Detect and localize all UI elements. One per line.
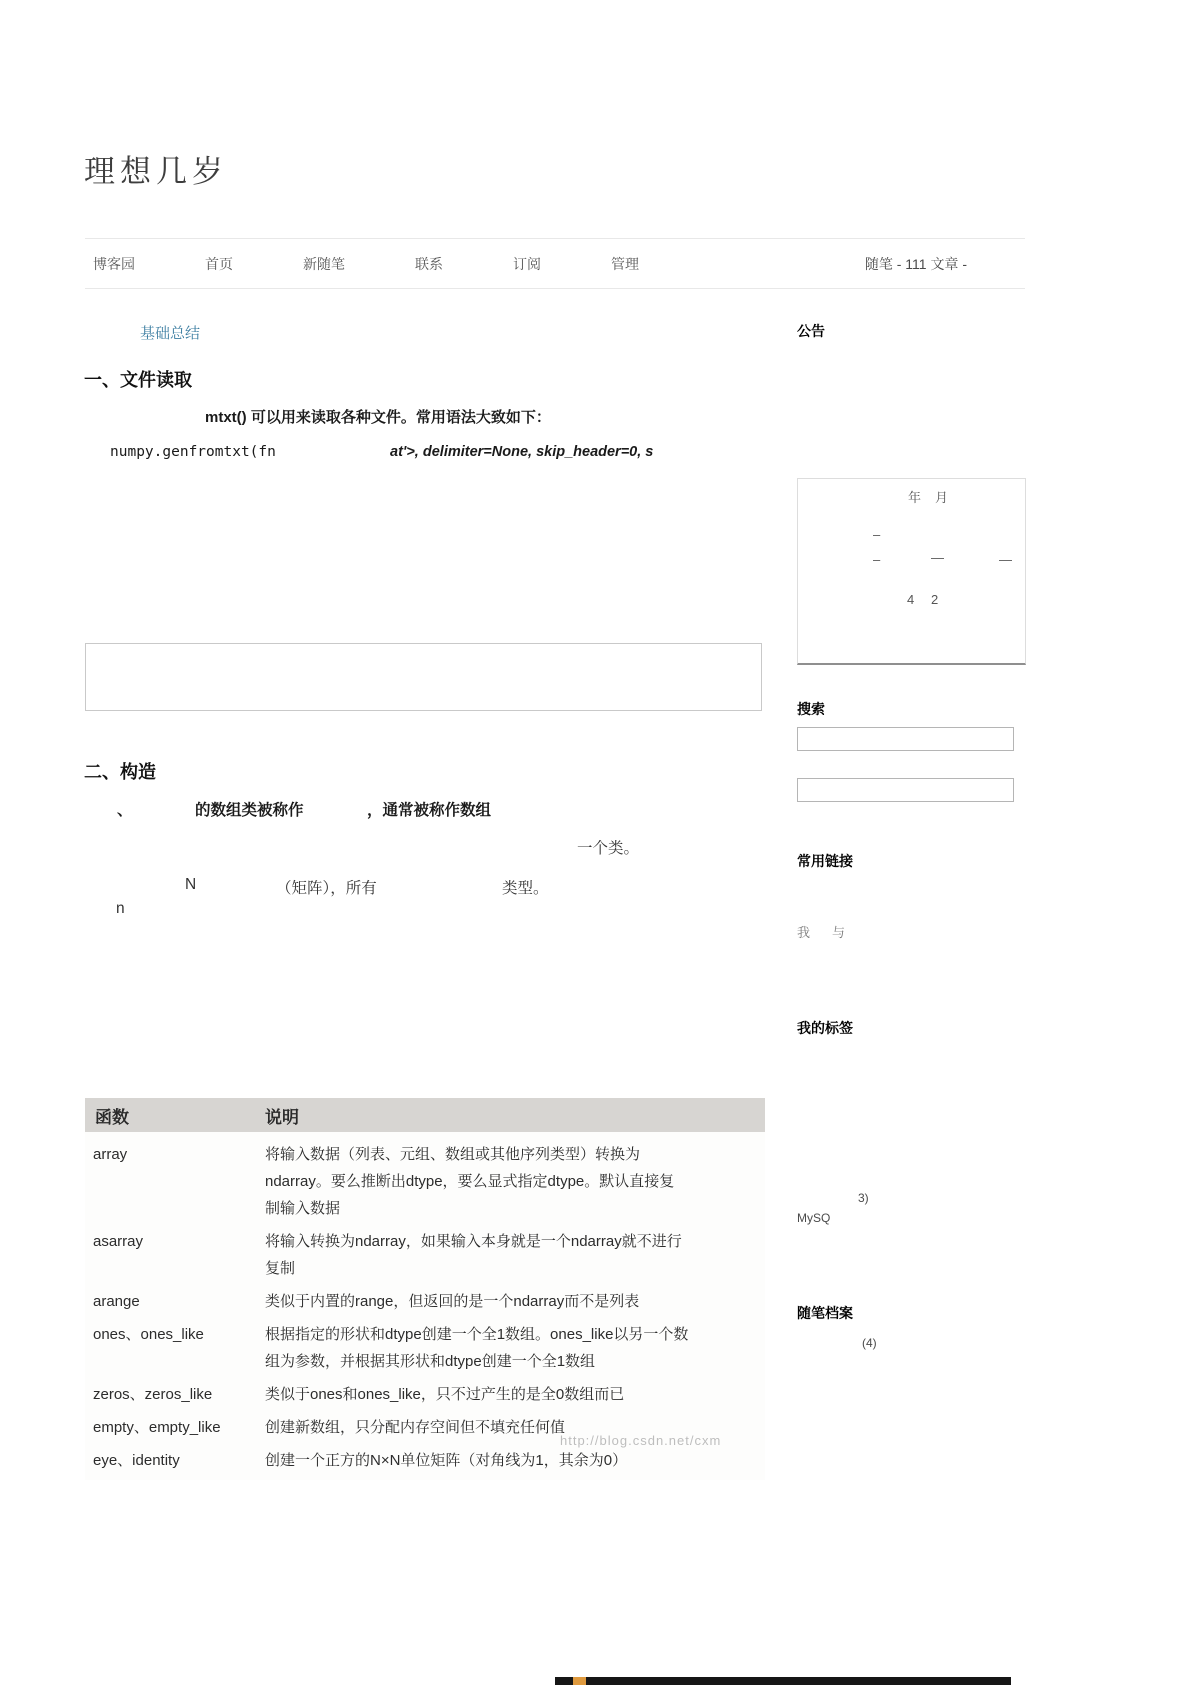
calendar-day-number[interactable]: 2 xyxy=(931,592,939,607)
numpy-functions-table xyxy=(85,1098,765,1480)
sidebar-heading-archive: 随笔档案 xyxy=(797,1305,853,1321)
nav-item-home[interactable]: 首页 xyxy=(205,255,233,272)
function-name-cell: zeros、zeros_like xyxy=(93,1386,213,1403)
description-cell xyxy=(265,1228,765,1282)
tag-link-fragment[interactable]: MySQ xyxy=(797,1211,831,1225)
function-name-cell: arange xyxy=(93,1293,140,1310)
code-snippet-left: numpy.genfromtxt(fn xyxy=(110,444,276,460)
table-row xyxy=(85,1228,765,1282)
text-fragment: 类型。 xyxy=(502,880,549,897)
sidebar-heading-my-tags: 我的标签 xyxy=(797,1020,853,1036)
description-line: 复制 xyxy=(265,1260,296,1277)
table-row xyxy=(85,1141,765,1222)
description-line: ndarray。要么推断出dtype，要么显式指定dtype。默认直接复 xyxy=(265,1173,675,1190)
text-fragment: n xyxy=(116,900,125,917)
function-name-cell: array xyxy=(93,1146,128,1163)
empty-code-box xyxy=(85,643,762,711)
post-title-link[interactable]: 基础总结 xyxy=(140,325,201,342)
search-input[interactable] xyxy=(797,727,1014,751)
calendar-day-number[interactable]: 4 xyxy=(907,592,915,607)
archive-link-fragment[interactable]: (4) xyxy=(862,1336,877,1350)
function-name-cell: asarray xyxy=(93,1233,144,1250)
text-fragment: 、 xyxy=(117,802,133,819)
text-fragment: ，通常被称作数组 xyxy=(367,802,492,819)
function-name-cell: empty、empty_like xyxy=(93,1419,221,1436)
text-fragment: N xyxy=(185,876,197,893)
nav-post-stats: 随笔 - 111 文章 - xyxy=(864,255,967,272)
table-row xyxy=(85,1288,765,1315)
nav-item-contact[interactable]: 联系 xyxy=(415,255,443,272)
table-row xyxy=(85,1321,765,1375)
column-header-description: 说明 xyxy=(265,1107,299,1127)
nav-item-subscribe[interactable]: 订阅 xyxy=(513,255,541,272)
sidebar-heading-common-links: 常用链接 xyxy=(797,853,853,869)
description-cell xyxy=(265,1141,765,1222)
nav-bar xyxy=(85,238,1025,289)
tag-link-fragment[interactable]: 3) xyxy=(858,1191,869,1205)
function-name-cell: ones、ones_like xyxy=(93,1326,204,1343)
nav-item-new-post[interactable]: 新随笔 xyxy=(303,255,345,272)
common-link-fragment[interactable]: 与 xyxy=(832,925,846,940)
common-link-fragment[interactable]: 我 xyxy=(797,925,811,940)
description-line: 制输入数据 xyxy=(265,1200,341,1217)
column-header-function: 函数 xyxy=(95,1107,129,1127)
calendar-widget xyxy=(797,478,1026,665)
section-heading-construction: 二、构造 xyxy=(84,762,156,782)
calendar-dash: — xyxy=(999,552,1012,567)
search-input-secondary[interactable] xyxy=(797,778,1014,802)
genfromtxt-intro-text: mtxt() 可以用来读取各种文件。常用语法大致如下： xyxy=(205,409,551,426)
calendar-dash: – xyxy=(873,552,881,567)
calendar-dash: — xyxy=(931,550,944,565)
calendar-month-label: 月 xyxy=(935,490,949,505)
text-fragment: 一个类。 xyxy=(577,840,640,857)
table-header-row xyxy=(85,1098,765,1132)
sidebar-heading-announcement: 公告 xyxy=(797,323,825,339)
text-fragment: 的数组类被称作 xyxy=(195,802,304,819)
nav-item-cnblogs[interactable]: 博客园 xyxy=(93,255,135,272)
description-line: 类似于内置的range，但返回的是一个ndarray而不是列表 xyxy=(265,1293,640,1310)
taskbar-accent-square xyxy=(573,1677,586,1685)
table-rows xyxy=(85,1132,765,1474)
description-line: 将输入转换为ndarray，如果输入本身就是一个ndarray就不进行 xyxy=(265,1233,682,1250)
table-row xyxy=(85,1381,765,1408)
description-line: 将输入数据（列表、元组、数组或其他序列类型）转换为 xyxy=(265,1146,641,1163)
nav-item-manage[interactable]: 管理 xyxy=(611,255,639,272)
function-name-cell: eye、identity xyxy=(93,1452,180,1469)
description-line: 类似于ones和ones_like，只不过产生的是全0数组而已 xyxy=(265,1386,625,1403)
description-line: 根据指定的形状和dtype创建一个全1数组。ones_like以另一个数 xyxy=(265,1326,689,1343)
bottom-taskbar-sliver xyxy=(555,1677,1011,1685)
code-snippet-right: at'>, delimiter=None, skip_header=0, s xyxy=(390,444,654,460)
sidebar-heading-search: 搜索 xyxy=(797,701,825,717)
table-row xyxy=(85,1447,765,1474)
description-cell xyxy=(265,1381,765,1408)
text-fragment: （矩阵），所有 xyxy=(276,880,377,897)
description-line: 创建一个正方的N×N单位矩阵（对角线为1，其余为0） xyxy=(265,1452,628,1469)
description-line: 组为参数，并根据其形状和dtype创建一个全1数组 xyxy=(265,1353,596,1370)
blog-title: 理想几岁 xyxy=(84,154,228,189)
calendar-year-label: 年 xyxy=(908,490,922,505)
description-cell xyxy=(265,1447,765,1474)
csdn-watermark: http://blog.csdn.net/cxm xyxy=(560,1433,722,1448)
section-heading-file-reading: 一、文件读取 xyxy=(84,370,192,390)
description-cell xyxy=(265,1288,765,1315)
description-cell xyxy=(265,1321,765,1375)
description-line: 创建新数组，只分配内存空间但不填充任何值 xyxy=(265,1419,566,1436)
calendar-dash: – xyxy=(873,527,881,542)
